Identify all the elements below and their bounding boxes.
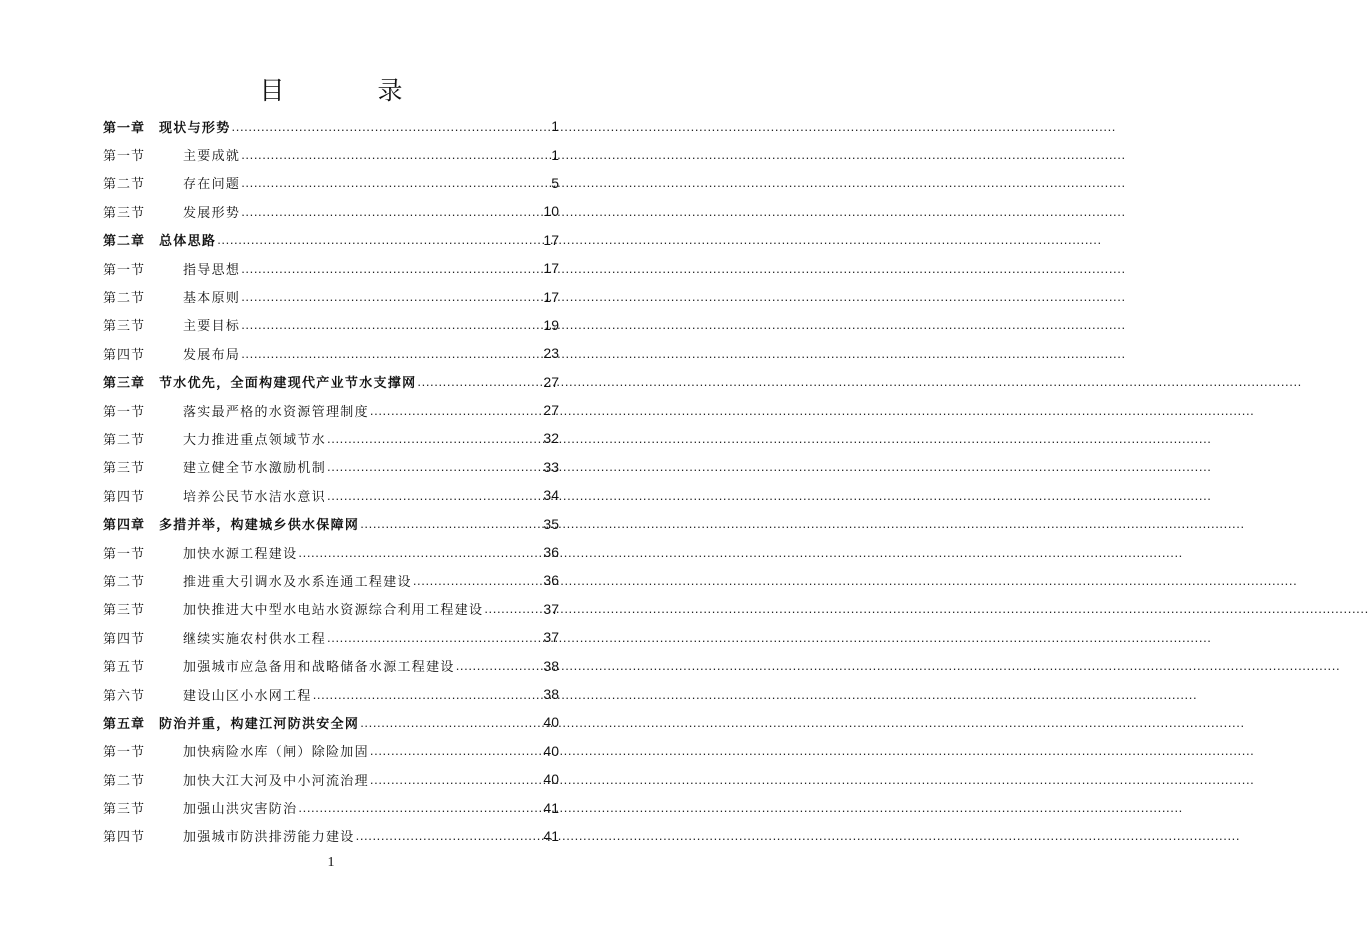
toc-dot-leader <box>417 374 542 389</box>
page-number: 1 <box>327 855 335 870</box>
toc-dot-leader <box>241 261 542 276</box>
toc-entry-title: 多措并举，构建城乡供水保障网 <box>159 518 360 534</box>
toc-entry-title: 培养公民节水洁水意识 <box>183 489 327 505</box>
toc-entry-label: 第一节 <box>103 149 146 165</box>
toc-entry-title: 发展形势 <box>183 205 241 221</box>
toc-section-entry[interactable] <box>103 623 559 651</box>
toc-entry-page: 5 <box>551 174 559 191</box>
toc-section-entry[interactable] <box>103 765 559 793</box>
toc-entry-title: 加强城市应急备用和战略储备水源工程建设 <box>183 660 455 676</box>
toc-section-entry[interactable] <box>103 140 559 168</box>
toc-chapter-entry[interactable] <box>103 226 559 254</box>
toc-entry-label: 第一节 <box>103 745 146 761</box>
toc-section-entry[interactable] <box>103 282 559 310</box>
toc-section-entry[interactable] <box>103 424 559 452</box>
toc-entry-title: 建立健全节水激励机制 <box>183 461 327 477</box>
toc-entry-label: 第三节 <box>103 603 146 619</box>
toc-entry-page: 36 <box>543 544 559 561</box>
toc-section-entry[interactable] <box>103 453 559 481</box>
toc-entry-page: 19 <box>543 316 559 333</box>
toc-section-entry[interactable] <box>103 566 559 594</box>
toc-entry-label: 第五节 <box>103 660 146 676</box>
toc-entry-label: 第二节 <box>103 773 146 789</box>
toc-dot-leader <box>298 800 542 815</box>
toc-entry-page: 38 <box>543 657 559 674</box>
toc-entry-title: 主要目标 <box>183 319 241 335</box>
toc-entry-label: 第一章 <box>103 120 146 136</box>
toc-entry-page: 38 <box>543 686 559 702</box>
toc-entry-title: 继续实施农村供水工程 <box>183 631 327 647</box>
toc-entry-label: 第三节 <box>103 319 146 335</box>
toc-section-entry[interactable] <box>103 651 559 679</box>
toc-entry-label: 第四节 <box>103 830 146 846</box>
toc-dot-leader <box>241 317 542 332</box>
toc-dot-leader <box>370 772 543 787</box>
toc-entry-page: 41 <box>543 799 559 816</box>
toc-entry-page: 27 <box>543 373 559 390</box>
toc-entry-title: 加快水源工程建设 <box>183 546 298 562</box>
toc-entry-page: 17 <box>543 260 559 277</box>
toc-entry-label: 第一节 <box>103 546 146 562</box>
toc-dot-leader <box>241 204 542 219</box>
toc-entry-page: 37 <box>543 600 559 617</box>
toc-entry-title: 现状与形势 <box>159 120 231 136</box>
toc-entry-page: 36 <box>543 572 559 589</box>
toc-entry-page: 10 <box>543 203 559 220</box>
toc-entry-title: 加快病险水库（闸）除险加固 <box>183 745 369 761</box>
toc-entry-label: 第一节 <box>103 404 146 420</box>
toc-entry-title: 推进重大引调水及水系连通工程建设 <box>183 574 412 590</box>
toc-entry-page: 40 <box>543 714 559 731</box>
toc-entry-title: 主要成就 <box>183 149 241 165</box>
toc-entry-page: 35 <box>543 515 559 532</box>
toc-entry-label: 第一节 <box>103 262 146 278</box>
toc-section-entry[interactable] <box>103 481 559 509</box>
toc-dot-leader <box>484 601 542 616</box>
toc-entry-label: 第二节 <box>103 177 146 193</box>
toc-dot-leader <box>313 687 543 702</box>
toc-entry-label: 第四节 <box>103 631 146 647</box>
toc-entry-page: 40 <box>543 742 559 759</box>
toc-chapter-entry[interactable] <box>103 708 559 736</box>
toc-entry-label: 第四节 <box>103 489 146 505</box>
toc-entry-title: 基本原则 <box>183 291 241 307</box>
toc-entry-page: 23 <box>543 345 559 362</box>
table-of-contents <box>103 112 559 850</box>
toc-dot-leader <box>456 658 543 673</box>
toc-entry-title: 加快大江大河及中小河流治理 <box>183 773 369 789</box>
toc-entry-label: 第六节 <box>103 688 146 704</box>
toc-entry-page: 27 <box>543 402 559 419</box>
toc-entry-title: 加强城市防洪排涝能力建设 <box>183 830 355 846</box>
toc-entry-label: 第四章 <box>103 518 146 534</box>
toc-section-entry[interactable] <box>103 538 559 566</box>
toc-section-entry[interactable] <box>103 311 559 339</box>
toc-entry-label: 第五章 <box>103 716 146 732</box>
toc-entry-page: 1 <box>551 118 559 135</box>
toc-section-entry[interactable] <box>103 737 559 765</box>
toc-dot-leader <box>232 119 551 134</box>
toc-entry-label: 第三节 <box>103 461 146 477</box>
toc-dot-leader <box>360 516 542 531</box>
toc-entry-title: 节水优先，全面构建现代产业节水支撑网 <box>159 376 417 392</box>
toc-entry-title: 存在问题 <box>183 177 241 193</box>
toc-entry-title: 建设山区小水网工程 <box>183 688 312 704</box>
toc-dot-leader <box>241 147 550 162</box>
toc-entry-label: 第二节 <box>103 574 146 590</box>
toc-entry-label: 第二节 <box>103 432 146 448</box>
toc-dot-leader <box>327 431 542 446</box>
toc-chapter-entry[interactable] <box>103 368 559 396</box>
page-title: 目 录 <box>259 76 437 105</box>
toc-chapter-entry[interactable] <box>103 112 559 140</box>
toc-section-entry[interactable] <box>103 197 559 225</box>
toc-dot-leader <box>327 488 542 503</box>
toc-entry-label: 第三节 <box>103 205 146 221</box>
toc-dot-leader <box>241 289 542 304</box>
toc-entry-title: 防治并重，构建江河防洪安全网 <box>159 716 360 732</box>
toc-entry-page: 33 <box>543 458 559 475</box>
toc-dot-leader <box>413 573 543 588</box>
toc-entry-title: 大力推进重点领域节水 <box>183 432 327 448</box>
toc-dot-leader <box>298 545 542 560</box>
toc-entry-page: 1 <box>551 146 559 163</box>
toc-entry-title: 加快推进大中型水电站水资源综合利用工程建设 <box>183 603 484 619</box>
toc-entry-label: 第二章 <box>103 234 146 250</box>
toc-dot-leader <box>241 346 542 361</box>
toc-entry-page: 17 <box>543 231 559 248</box>
toc-entry-title: 发展布局 <box>183 347 241 363</box>
toc-section-entry[interactable] <box>103 169 559 197</box>
toc-entry-page: 34 <box>543 487 559 504</box>
toc-chapter-entry[interactable] <box>103 509 559 537</box>
toc-entry-page: 17 <box>543 288 559 305</box>
toc-entry-page: 40 <box>543 771 559 788</box>
toc-entry-page: 41 <box>543 827 559 844</box>
toc-dot-leader <box>327 459 542 474</box>
toc-section-entry[interactable] <box>103 793 559 821</box>
toc-entry-label: 第三章 <box>103 376 146 392</box>
toc-entry-label: 第二节 <box>103 291 146 307</box>
toc-section-entry[interactable] <box>103 339 559 367</box>
toc-entry-label: 第四节 <box>103 347 146 363</box>
toc-entry-title: 落实最严格的水资源管理制度 <box>183 404 369 420</box>
toc-entry-title: 加强山洪灾害防治 <box>183 802 298 818</box>
toc-dot-leader <box>327 630 542 645</box>
toc-entry-page: 32 <box>543 430 559 447</box>
toc-entry-title: 总体思路 <box>159 234 217 250</box>
toc-section-entry[interactable] <box>103 595 559 623</box>
toc-dot-leader <box>217 232 542 247</box>
toc-section-entry[interactable] <box>103 822 559 850</box>
toc-dot-leader <box>370 743 543 758</box>
toc-dot-leader <box>370 403 543 418</box>
toc-dot-leader <box>360 715 542 730</box>
toc-entry-title: 指导思想 <box>183 262 241 278</box>
toc-section-entry[interactable] <box>103 396 559 424</box>
toc-entry-label: 第三节 <box>103 802 146 818</box>
toc-section-entry[interactable] <box>103 680 559 708</box>
toc-entry-page: 37 <box>543 629 559 646</box>
toc-section-entry[interactable] <box>103 254 559 282</box>
toc-dot-leader <box>356 828 543 843</box>
toc-dot-leader <box>241 175 550 190</box>
